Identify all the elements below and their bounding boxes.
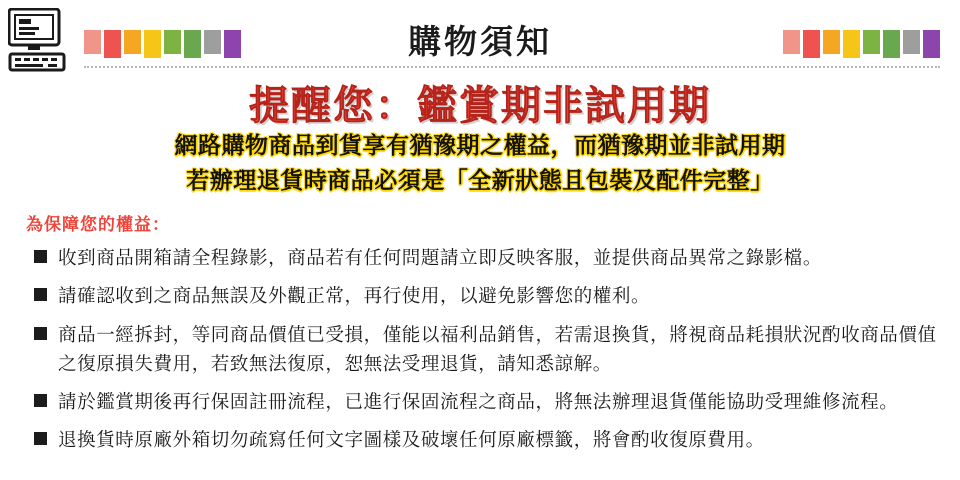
page-title: 購物須知 [408, 22, 552, 61]
square-bullet-icon [34, 394, 47, 407]
swatch [903, 30, 920, 54]
list-item-text: 請確認收到之商品無誤及外觀正常，再行使用，以避免影響您的權利。 [58, 286, 651, 308]
banner [0, 82, 960, 198]
list-item [26, 321, 938, 379]
square-bullet-icon [34, 250, 47, 263]
list-item-text: 請於鑑賞期後再行保固註冊流程，已進行保固流程之商品，將無法辦理退貨僅能協助受理維修流程。 [58, 392, 899, 414]
list-item [26, 244, 938, 273]
square-bullet-icon [34, 432, 47, 445]
square-bullet-icon [34, 327, 47, 340]
decorative-swatches-right [783, 30, 940, 58]
swatch [803, 30, 820, 58]
banner-headline: 提醒您：鑑賞期非試用期 [249, 82, 711, 129]
list-item [26, 282, 938, 311]
header-divider [84, 66, 940, 68]
square-bullet-icon [34, 288, 47, 301]
page-header [0, 0, 960, 78]
list-item-text: 商品一經拆封，等同商品價值已受損，僅能以福利品銷售，若需退換貨，將視商品耗損狀況酌收商品價值之復原損失費用，若致無法復原，恕無法受理退貨，請知悉諒解。 [58, 324, 937, 375]
swatch [863, 30, 880, 54]
list-item [26, 426, 938, 455]
list-item-text: 收到商品開箱請全程錄影，商品若有任何問題請立即反映客服，並提供商品異常之錄影檔。 [58, 248, 823, 270]
list-item-text: 退換貨時原廠外箱切勿疏寫任何文字圖樣及破壞任何原廠標籤，將會酌收復原費用。 [58, 430, 765, 452]
swatch [923, 30, 940, 58]
swatch [883, 30, 900, 58]
banner-subline-1: 網路購物商品到貨享有猶豫期之權益，而猶豫期並非試用期 [174, 132, 786, 160]
banner-subline-2: 若辦理退貨時商品必須是「全新狀態且包裝及配件完整」 [186, 166, 774, 194]
list-item [26, 388, 938, 417]
notice-content [0, 210, 960, 455]
swatch [783, 30, 800, 54]
notice-lead: 為保障您的權益： [26, 215, 170, 236]
swatch [823, 30, 840, 54]
swatch [843, 30, 860, 58]
